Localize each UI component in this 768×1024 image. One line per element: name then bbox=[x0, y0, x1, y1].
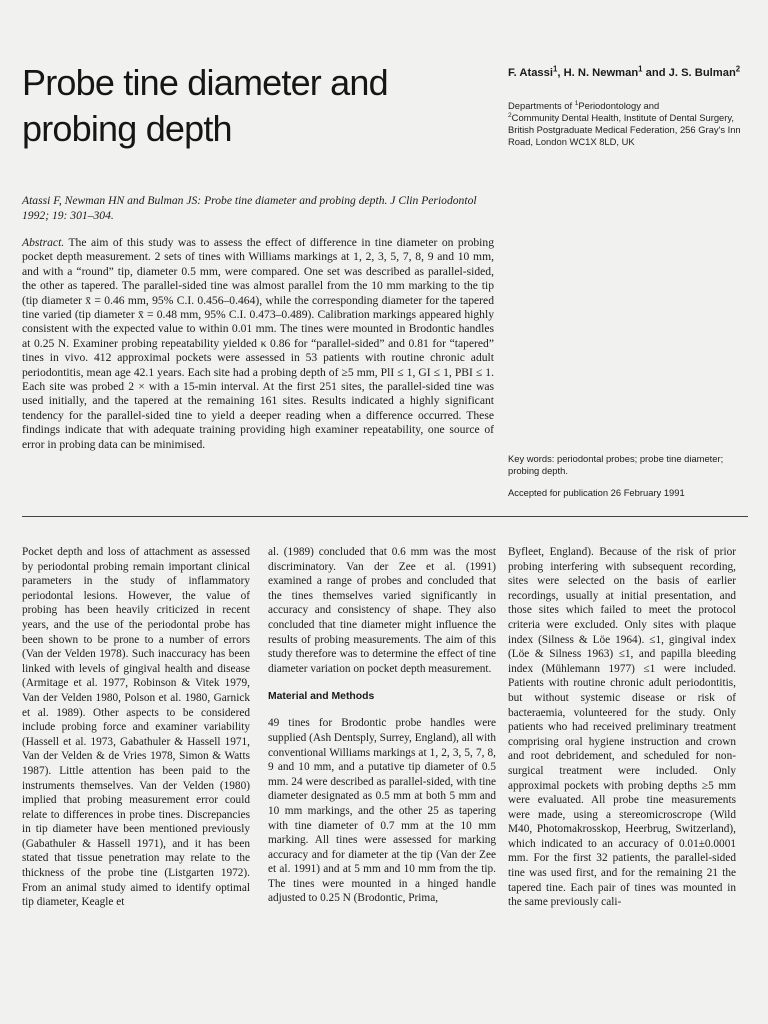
author-name: J. S. Bulman bbox=[668, 67, 736, 79]
author-separator: , bbox=[557, 67, 564, 79]
header-divider bbox=[22, 516, 748, 517]
body-column-1 bbox=[22, 545, 250, 910]
abstract-label: Abstract. bbox=[22, 236, 65, 249]
affiliation-mark: 1 bbox=[574, 99, 579, 107]
body-paragraph: Byfleet, England). Because of the risk of prior probing interfering with subsequent recording, sites were selected on the basis of earlier recordings, usually at initial presentation, and those sites which failed to meet the protocol criteria were excluded. Only sites with plaque index (Silness & Löe 1964). ≤1, gingival index (Löe & Silness 1963) ≤1, and papilla bleeding index (Mühlemann 1977) ≤1 were included. Patients with routine chronic adult periodontitis, but without systemic disease or risk of bacteraemia, volunteered for the study. Only patients who had received preliminary treatment comprising oral hygiene instruction and crown and root debridement, and scheduled for non-surgical treatment were included. Only approximal pockets with probing depths ≥5 mm were evaluated. All probe tine measurements were made, using a stereomicroscrope (Wild M40, Photomakrosskop, Heerbrug, Switzerland), which indicated to an accuracy of 0.01±0.0001 mm. For the first 32 patients, the parallel-sided tine was used first, and for the remaining 21 the tapered tine. Each pair of tines was mounted in the same previously cali- bbox=[508, 546, 736, 909]
author-list bbox=[508, 66, 748, 81]
citation: Atassi F, Newman HN and Bulman JS: Probe tine diameter and probing depth. J Clin Periodontol 1992; 19: 301–304. bbox=[22, 194, 477, 222]
affiliation-department: Periodontology and bbox=[578, 100, 660, 111]
affiliation bbox=[508, 100, 758, 148]
article-title: Probe tine diameter and probing depth bbox=[22, 62, 388, 149]
body-paragraph: al. (1989) concluded that 0.6 mm was the most discriminatory. Van der Zee et al. (1991) examined a range of probes and concluded that the tines themselves varied significantly in accuracy and consistency of shape. They also concluded that tine diameter might influence the results of probing measurements. The aim of this study therefore was to determine the effect of tine diameter variation on pocket depth measurement. bbox=[268, 546, 496, 675]
author-affiliation-mark: 1 bbox=[552, 64, 558, 74]
author-separator: and bbox=[642, 67, 669, 79]
accepted-date: Accepted for publication 26 February 1991 bbox=[508, 487, 685, 498]
abstract bbox=[22, 236, 494, 452]
affiliation-mark: 2 bbox=[508, 111, 512, 119]
affiliation-prefix: Departments of bbox=[508, 100, 575, 111]
author-name: F. Atassi bbox=[508, 67, 553, 79]
author-name: H. N. Newman bbox=[563, 67, 639, 79]
section-heading: Material and Methods bbox=[268, 691, 375, 703]
abstract-text: The aim of this study was to assess the effect of difference in tine diameter on probing pocket depth measurement. 2 sets of tines with Williams markings at 1, 2, 3, 5, 7, 8, 9 and 10 mm, and with a “round” tip, diameter 0.5 mm, were compared. One set was described as parallel-sided, the other as tapered. The parallel-sided tine was almost parallel from the 10 mm marking to the tip (tip diameter x̄ = 0.46 mm, 95% C.I. 0.456–0.464), while the corresponding diameter for the tapered tine varied (tip diameter x̄ = 0.48 mm, 95% C.I. 0.473–0.489). Calibration markings appeared highly consistent with the expected value to within 0.01 mm. The tines were mounted in Brodontic handles at 0.25 N. Examiner probing repeatability yielded κ 0.86 for “parallel-sided” and 0.81 for “tapered” tines in vivo. 412 approximal pockets were assessed in 53 patients with routine chronic adult periodontitis, mean age 42.1 years. Each site had a probing depth of ≥5 mm, PlI ≤ 1, GI ≤ 1, PBI ≤ 1. Each site was probed 2 × with a 15-min interval. At the first 251 sites, the parallel-sided tine was used initially, and the tapered at the remaining 161 sites. Results indicated a highly significant tendency for the parallel-sided tine to yield a deeper reading when a difference occurred. These findings indicate that with adequate training providing high examiner repeatability, one source of error in probing data can be minimised. bbox=[22, 236, 494, 451]
body-column-2 bbox=[268, 545, 496, 906]
keywords: Key words: periodontal probes; probe tine diameter; probing depth. bbox=[508, 453, 724, 476]
body-column-3 bbox=[508, 545, 736, 910]
body-paragraph: Pocket depth and loss of attachment as assessed by periodontal probing remain important clinical parameters in the study of inflammatory periodontal lesions. However, the value of probing has been heavily criticized in recent years, and the use of the periodontal probe has been shown to be prone to a number of errors (Van der Velden 1978). Such inaccuracy has been linked with levels of gingival health and disease (Armitage et al. 1977, Robinson & Vitek 1979, Van der Velden 1980, Polson et al. 1980, Garnick et al. 1989). Other aspects to be considered include probing force and examiner variability (Hassell et al. 1973, Gabathuler & Hassell 1971, Van der Velden & de Vries 1978, Simon & Watts 1987). Little attention has been paid to the instruments themselves. Van der Velden (1980) implied that probing measurement error could relate to differences in probe tines. Discrepancies in tip diameter have been mentioned previously (Gabathuler & Hassell 1971), and it has been stated that tissue penetration may relate to the thickness of the probe tine (Listgarten 1972). From an animal study aimed to identify optimal tip diameter, Keagle et bbox=[22, 546, 250, 909]
affiliation-address: Community Dental Health, Institute of Dental Surgery, British Postgraduate Medical Federation, 256 Gray's Inn Road, London WC1X 8LD, UK bbox=[508, 112, 741, 147]
body-paragraph: 49 tines for Brodontic probe handles were supplied (Ash Dentsply, Surrey, England), all with conventional Williams markings at 1, 2, 3, 5, 7, 8, 9 and 10 mm, and a putative tip diameter of 0.5 mm. 24 were described as parallel-sided, with tine diameter designated as 0.5 mm at both 5 mm and 10 mm markings, and the other 25 as tapering with tine diameter of 0.7 mm at the 10 mm marking. All tines were assessed for marking accuracy and for diameter at the tip (Van der Zee et al. 1991) and at 5 mm and 10 mm from the tip. The tines were mounted in a hinged handle adjusted to 0.25 N (Brodontic, Prima, bbox=[268, 717, 496, 905]
author-affiliation-mark: 2 bbox=[735, 64, 741, 74]
author-affiliation-mark: 1 bbox=[638, 64, 643, 74]
